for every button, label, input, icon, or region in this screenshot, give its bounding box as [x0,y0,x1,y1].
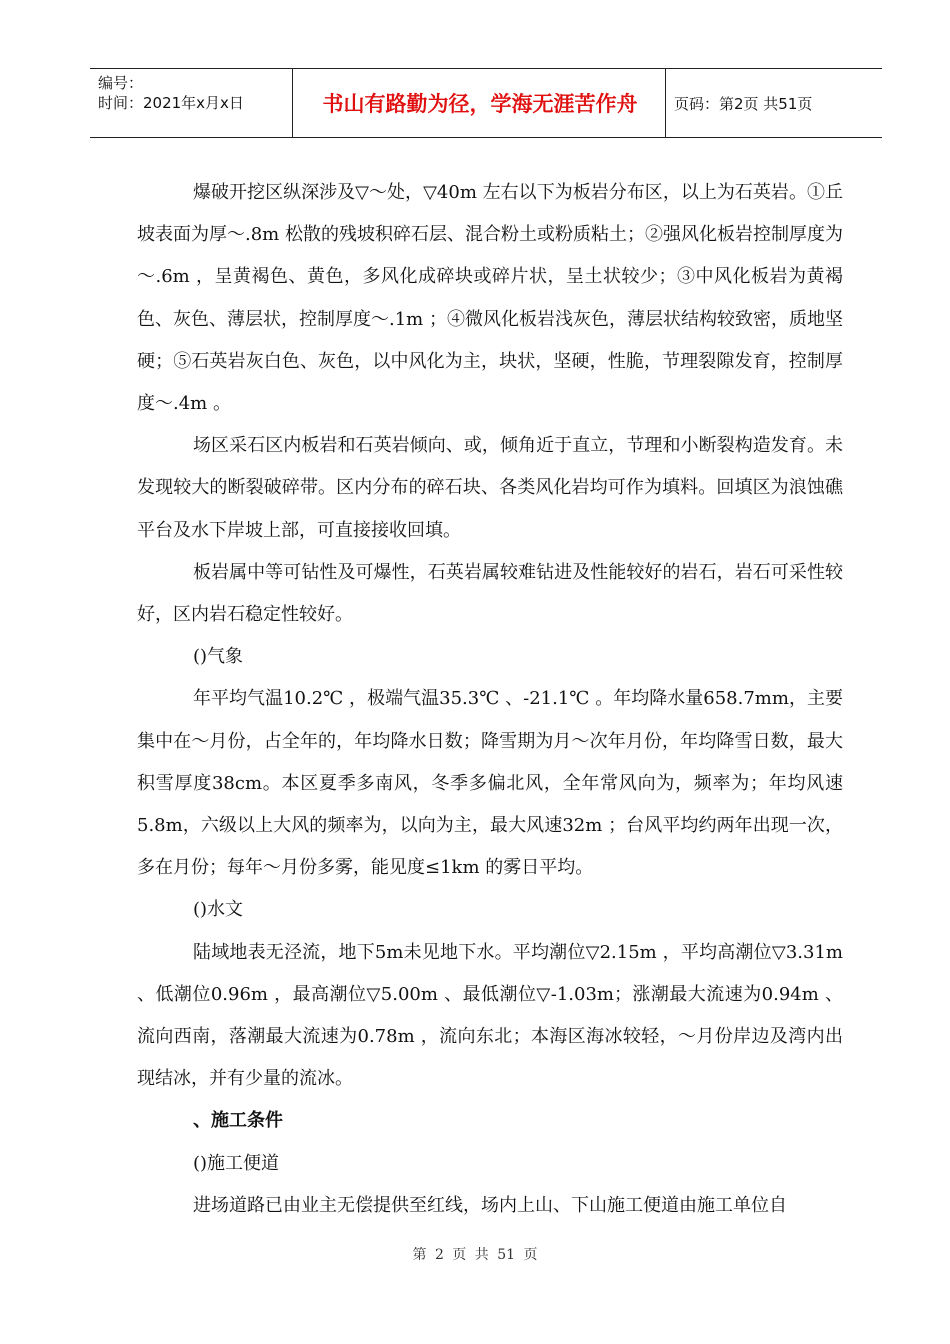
section-hydrology: ()水文 [193,899,244,921]
paragraph-access-road: 进场道路已由业主无偿提供至红线，场内上山、下山施工便道由施工单位自 [193,1194,787,1216]
header-divider [292,69,293,137]
page-footer: 第 2 页 共 51 页 [412,1247,538,1263]
number-label: 编号： [98,74,144,92]
document-body [137,172,843,1227]
section-access-road: ()施工便道 [193,1152,280,1174]
document-header [90,68,882,138]
page-label: 页码：第2页 共51页 [674,94,813,113]
paragraph-rock: 板岩属中等可钻性及可爆性，石英岩属较难钻进及性能较好的岩石，岩石可采性较好，区内岩石稳定性较好。 [137,561,843,626]
paragraph-quarry: 场区采石区内板岩和石英岩倾向、或，倾角近于直立，节理和小断裂构造发育。未发现较大的断裂破碎带。区内分布的碎石块、各类风化岩均可作为填料。回填区为浪蚀礁平台及水下岸坡上部，可直接接收回填。 [137,435,843,541]
paragraph-weather: 年平均气温10.2℃ ，极端气温35.3℃ 、-21.1℃ 。年均降水量658.7mm，主要集中在～月份，占全年的，年均降水日数；降雪期为月～次年月份，年均降雪日数，最大积雪厚度38cm。本区夏季多南风，冬季多偏北风，全年常风向为，频率为；年均风速5.8m，六级以上大风的频率为，以向为主，最大风速32m ；台风平均约两年出现一次，多在月份；每年～月份多雾，能见度≤1km 的雾日平均。 [137,688,843,879]
motto: 书山有路勤为径，学海无涯苦作舟 [322,92,638,116]
paragraph-geology: 爆破开挖区纵深涉及▽～处，▽40m 左右以下为板岩分布区，以上为石英岩。①丘坡表面为厚～.8m 松散的残坡积碎石层、混合粉土或粉质粘土；②强风化板岩控制厚度为～.6m ，呈黄褐色、黄色，多风化成碎块或碎片状，呈土状较少；③中风化板岩为黄褐色、灰色、薄层状，控制厚度～.1m ；④微风化板岩浅灰色，薄层状结构较致密，质地坚硬；⑤石英岩灰白色、灰色，以中风化为主，块状，坚硬，性脆，节理裂隙发育，控制厚度～.4m 。 [137,182,843,415]
section-weather: ()气象 [193,646,244,668]
section-construction-conditions: 、施工条件 [193,1110,283,1132]
header-meta [98,73,244,113]
paragraph-hydrology: 陆域地表无泾流，地下5m未见地下水。平均潮位▽2.15m ，平均高潮位▽3.31m 、低潮位0.96m ，最高潮位▽5.00m 、最低潮位▽-1.03m；涨潮最大流速为0.94m 、流向西南，落潮最大流速为0.78m ，流向东北；本海区海冰较轻，～月份岸边及湾内出现结冰，并有少量的流冰。 [137,941,843,1090]
time-label: 时间：2021年x月x日 [98,94,244,112]
